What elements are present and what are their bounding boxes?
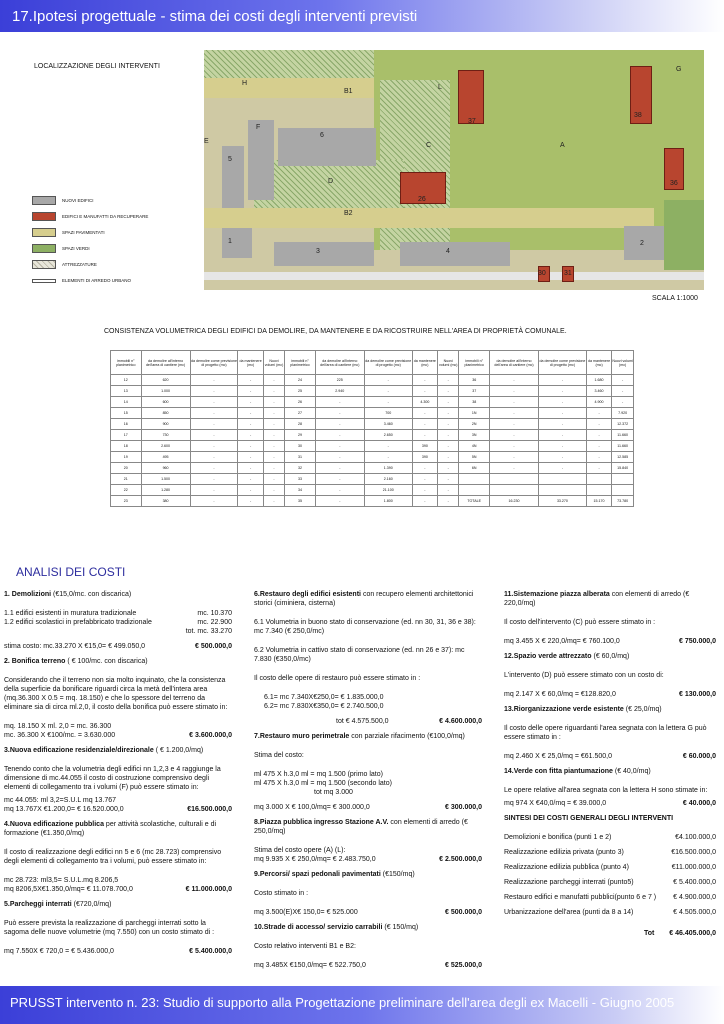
table-cell: 1.680 [586, 375, 611, 386]
table-cell: 380 [141, 496, 190, 507]
volumes-header: da demolire all'interno dell'area di cantiere (mc) [315, 351, 364, 375]
table-cell: - [315, 397, 364, 408]
cost-column-2: 6.Restauro degli edifici esistenti con recupero elementi architettonici storici (ciminiera, cisterna) 6.1 Volumetria in buono stato di conservazione (ed. nn 30, 31, 36 e 38): mc 7.340 (€ 250,0/mc) 6.2 Volumetria in cattivo stato di conservazione (ed. nn 26 e 37): mc 7.830 (€350,0/mc) Il costo delle opere di restauro può essere stimato in : 6.1= mc 7.340X€250,0= € 1.835.000,0 6.2= mc 7.830X€350,0= € 2.740.500,0 tot € 4.575.500,0 € 4.600.000,0 7.Restauro muro perimetrale con parziale rifacimento (€100,0/mq) Stima del costo: ml 475 X h.3,0 ml = mq 1.500 (primo lato) ml 475 X h.3,0 ml = mq 1.500 (secondo lato) tot mq 3.000 mq 3.000 X € 100,0/mq= € 300.000,0 € 300.000,0 8.Piazza pubblica ingresso Stazione A.V. con elementi di arredo (€ 250,0/mq) Stima del costo opere (A) (L): mq 9.935 X € 250,0/mq= € 2.483.750,0 € 2.500.000,0 9.Percorsi/ spazi pedonali pavimentati (€150/mq) Costo stimato in : mq 3.500(E)X€ 150,0= € 525.000 € 500.000,0 10.Strade di accesso/ servizio carrabili (€ 150/mq) Costo relativo interventi B1 e B2: mq 3.485X €150,0/mq= € 522.750,0 € 525.000,0 [254, 591, 482, 969]
table-cell: - [539, 386, 587, 397]
table-cell: - [412, 474, 437, 485]
table-cell: - [238, 397, 263, 408]
table-cell: - [238, 463, 263, 474]
table-cell: 35 [285, 496, 316, 507]
table-cell: - [315, 496, 364, 507]
table-cell: 3N [459, 430, 490, 441]
table-row [111, 485, 634, 496]
table-row [111, 386, 634, 397]
table-cell: 850 [141, 408, 190, 419]
table-cell: 12 [111, 375, 142, 386]
table-cell: - [489, 463, 538, 474]
street-edge [204, 272, 704, 280]
label-f: F [256, 124, 261, 131]
table-cell: 28 [285, 419, 316, 430]
table-cell: 16 [111, 419, 142, 430]
table-cell: 2.160 [364, 474, 412, 485]
table-cell: - [412, 408, 437, 419]
table-cell: 390 [412, 452, 437, 463]
table-cell: 11.660 [612, 441, 634, 452]
table-cell: - [315, 408, 364, 419]
table-cell: - [539, 452, 587, 463]
table-cell: 38 [459, 397, 490, 408]
volumes-header: immobili n° planimetrico [459, 351, 490, 375]
label-36: 36 [670, 180, 678, 187]
volumes-header: immobili n° planimetrico [285, 351, 316, 375]
zone-d [254, 160, 404, 210]
table-row [111, 474, 634, 485]
table-cell: 22 [111, 485, 142, 496]
table-cell: 23 [111, 496, 142, 507]
building-2 [624, 226, 664, 260]
table-cell [459, 474, 490, 485]
table-cell: 29 [285, 430, 316, 441]
summary-item: Restauro edifici e manufatti pubblici(punto 6 e 7 ) € 4.900.000,0 [504, 894, 716, 901]
table-cell: - [238, 452, 263, 463]
table-cell: - [489, 419, 538, 430]
legend-item: NUOVI EDIFICI [32, 196, 202, 206]
building-e-left [248, 120, 274, 200]
table-cell: 390 [412, 441, 437, 452]
table-cell: - [412, 430, 437, 441]
table-row [111, 408, 634, 419]
table-cell: 1.800 [364, 496, 412, 507]
table-cell: - [190, 375, 238, 386]
table-cell: - [539, 397, 587, 408]
summary-item: Realizzazione edilizia pubblica (punto 4) €11.000.000,0 [504, 864, 716, 871]
table-cell: 11.660 [612, 430, 634, 441]
table-row [111, 452, 634, 463]
table-cell: 37 [459, 386, 490, 397]
volumes-header: da mantenere (mc) [586, 351, 611, 375]
label-31: 31 [564, 270, 572, 277]
table-cell: - [438, 375, 459, 386]
table-row [111, 419, 634, 430]
volumes-header: da demolire all'interno dell'area di cantiere (mc) [141, 351, 190, 375]
label-26: 26 [418, 196, 426, 203]
table-cell: - [489, 408, 538, 419]
table-cell: - [586, 441, 611, 452]
table-cell: - [263, 474, 284, 485]
table-row [111, 375, 634, 386]
table-cell: - [586, 463, 611, 474]
label-c: C [426, 142, 432, 149]
table-cell [612, 474, 634, 485]
table-cell: - [438, 452, 459, 463]
table-cell: 16.230 [489, 496, 538, 507]
volumes-header: da mantenere (mc) [238, 351, 263, 375]
table-cell: - [190, 485, 238, 496]
table-cell: 2.650 [364, 430, 412, 441]
footer-title: PRUSST intervento n. 23: Studio di supporto alla Progettazione preliminare dell'area degli ex Macelli - Giugno 2005 [10, 995, 675, 1010]
table-cell: - [238, 496, 263, 507]
table-cell [489, 474, 538, 485]
legend-item: EDIFICI E MANUFATTI DA RECUPERARE [32, 212, 202, 222]
table-cell: - [263, 419, 284, 430]
table-cell: 14 [111, 397, 142, 408]
table-cell: - [364, 375, 412, 386]
table-cell: - [238, 375, 263, 386]
table-cell: - [438, 419, 459, 430]
table-cell: - [412, 386, 437, 397]
legend-item: ATTREZZATURE [32, 260, 202, 270]
cost-column-3: 11.Sistemazione piazza alberata con elementi di arredo (€ 220,0/mq) Il costo dell'intervento (C) può essere stimato in : mq 3.455 X € 220,0/mq= € 760.100,0 € 750.000,0 12.Spazio verde attrezzato (€ 60,0/mq) L'intervento (D) può essere stimato con un costo di: mq 2.147 X € 60,0/mq = €128.820,0 € 130.000,0 13.Riorganizzazione verde esistente (€ 25,0/mq) Il costo delle opere riguardanti l'area segnata con la lettera G può essere stimato in : mq 2.460 X € 25,0/mq = €61.500,0 € 60.000,0 14.Verde con fitta piantumazione (€ 40,0/mq) Le opere relative all'area segnata con la lettera H sono stimate in: mq 974 X €40,0/mq = € 39.000,0 € 40.000,0 SINTESI DEI COSTI GENERALI DEGLI INTERVENTI Demolizioni e bonifica (punti 1 e 2) €4.100.000,0 Realizzazione edilizia privata (punto 3) €16.500.000,0 Realizzazione edilizia pubblica (punto 4) €11.000.000,0 Realizzazione parcheggi interrati (punto5) € 5.400.000,0 Restauro edifici e manufatti pubblici(punto 6 e 7 ) € 4.900.000,0 Urbanizzazione dell'area (punti da 8 a 14) € 4.505.000,0 Tot € 46.405.000,0 [504, 591, 716, 937]
summary-item: Demolizioni e bonifica (punti 1 e 2) €4.100.000,0 [504, 834, 716, 841]
table-cell: 4N [459, 441, 490, 452]
table-cell: - [489, 452, 538, 463]
zone-g-bottom [664, 200, 704, 270]
table-cell: 225 [315, 375, 364, 386]
table-cell: - [412, 375, 437, 386]
table-cell: - [438, 463, 459, 474]
table-cell [612, 485, 634, 496]
table-cell: - [539, 463, 587, 474]
table-cell: TOTALE [459, 496, 490, 507]
table-cell: 12.372 [612, 419, 634, 430]
label-4: 4 [446, 248, 450, 255]
volumes-header: da demolire come previsione di progetto (mc) [190, 351, 238, 375]
table-cell: - [263, 408, 284, 419]
table-cell: - [438, 397, 459, 408]
table-cell: - [489, 375, 538, 386]
table-row [111, 441, 634, 452]
summary-item: Realizzazione parcheggi interrati (punto5) € 5.400.000,0 [504, 879, 716, 886]
table-cell: - [586, 452, 611, 463]
cost-column-1: 1. Demolizioni (€15,0/mc. con discarica) 1.1 edifici esistenti in muratura tradizionale mc. 10.370 1.2 edifici scolastici in prefabbricato tradizionale mc. 22.900 tot. mc. 33.270 stima costo: mc.33.270 X €15,0= € 499.050,0 € 500.000,0 2. Bonifica terreno ( € 100/mc. con discarica) Considerando che il terreno non sia molto inquinato, che la consistenza della superficie da bonificare riguardi circa la metà dell'intera area (mq.36.300 X 0.5 = mq. 18.150) e che lo spessore del terreno da eliminare sia di circa ml.2,0, il costo della bonifica può essere stimato in: mq. 18.150 X ml. 2,0 = mc. 36.300 mc. 36.300 X €100/mc. = 3.630.000 € 3.600.000,0 3.Nuova edificazione residenziale/direzionale ( € 1.200,0/mq) Tenendo conto che la volumetria degli edifici nn 1,2,3 e 4 raggiunge la dimensione di mc.44.055 il costo di costruzione comprensivo degli elementi di collegamento tra i volumi (F) può essere stimato in: mc 44.055: ml 3,2=S.U.L mq 13.767 mq 13.767X €1.200,0= € 16.520.000,0 €16.500.000,0 4.Nuova edificazione pubblica per attività scolastiche, culturali e di formazione (€1.350,0/mq) Il costo di realizzazione degli edifici nn 5 e 6 (mc 28.723) comprensivo degli elementi di collegamento tra i volumi, può essere stimato in: mc 28.723: ml3,5= S.U.L.mq 8.206,5 mq 8206,5X€1.350,0/mq= € 11.078.700,0 € 11.000.000,0 5.Parcheggi interrati (€720,0/mq) Può essere prevista la realizzazione di parcheggi interrati sotto la sagoma delle nuove volumetrie (mq 7.550) con un costo stimato di : mq 7.550X € 720,0 = € 5.436.000,0 € 5.400.000,0 [4, 591, 232, 955]
table-cell: - [539, 441, 587, 452]
building-4 [400, 242, 510, 266]
building-1 [222, 228, 252, 258]
table-cell: 26 [285, 397, 316, 408]
table-cell: - [438, 408, 459, 419]
table-cell: 7.920 [612, 408, 634, 419]
costs-title: ANALISI DEI COSTI [16, 565, 126, 579]
map-title: LOCALIZZAZIONE DEGLI INTERVENTI [34, 63, 160, 70]
table-cell: - [263, 386, 284, 397]
volumes-header: da demolire come previsione di progetto (mc) [539, 351, 587, 375]
label-l: L [438, 84, 442, 91]
table-cell: 730 [141, 430, 190, 441]
table-cell: - [238, 430, 263, 441]
volumes-header: Nuovi volumi (mc) [438, 351, 459, 375]
header-bar [0, 0, 724, 32]
table-cell: 620 [141, 375, 190, 386]
summary-list [504, 833, 716, 917]
table-cell: 21 [111, 474, 142, 485]
volumes-title: CONSISTENZA VOLUMETRICA DEGLI EDIFICI DA DEMOLIRE, DA MANTENERE E DA RICOSTRUIRE NELL'AREA DI PROPRIETÀ COMUNALE. [104, 328, 567, 335]
table-cell: - [315, 474, 364, 485]
table-cell: 1.280 [141, 485, 190, 496]
table-cell: - [263, 496, 284, 507]
table-cell: - [263, 430, 284, 441]
table-cell: - [438, 485, 459, 496]
table-cell: 36 [459, 375, 490, 386]
table-cell: - [315, 441, 364, 452]
label-5: 5 [228, 156, 232, 163]
table-cell: 2N [459, 419, 490, 430]
table-cell: - [263, 485, 284, 496]
table-cell: 700 [364, 408, 412, 419]
label-b2: B2 [344, 210, 353, 217]
volumes-header: Nuovi volumi (mc) [612, 351, 634, 375]
volumes-header: da mantenere (mc) [412, 351, 437, 375]
building-5 [222, 146, 244, 208]
label-3: 3 [316, 248, 320, 255]
table-cell: - [364, 386, 412, 397]
table-cell: 900 [141, 419, 190, 430]
table-cell: 12.585 [612, 452, 634, 463]
table-cell: 17 [111, 430, 142, 441]
table-cell: - [190, 430, 238, 441]
table-cell: 1.500 [141, 474, 190, 485]
label-6: 6 [320, 132, 324, 139]
label-b1: B1 [344, 88, 353, 95]
table-cell: 73.780 [612, 496, 634, 507]
page-title: 17.Ipotesi progettuale - stima dei costi degli interventi previsti [12, 8, 418, 25]
table-row [111, 430, 634, 441]
table-cell: 6N [459, 463, 490, 474]
table-cell [489, 485, 538, 496]
table-cell: - [238, 441, 263, 452]
table-cell: 4.300 [412, 397, 437, 408]
legend-item: ELEMENTI DI ARREDO URBANO [32, 276, 202, 286]
summary-item: Realizzazione edilizia privata (punto 3) €16.500.000,0 [504, 849, 716, 856]
table-row [111, 463, 634, 474]
table-cell: - [190, 397, 238, 408]
table-cell: 1N [459, 408, 490, 419]
table-cell: 5N [459, 452, 490, 463]
volumes-header: da demolire all'interno dell'area di cantiere (mc) [489, 351, 538, 375]
table-cell: - [238, 474, 263, 485]
table-cell: 33 [285, 474, 316, 485]
table-cell: 19 [111, 452, 142, 463]
table-cell: - [412, 419, 437, 430]
table-cell: 20 [111, 463, 142, 474]
table-cell: - [438, 474, 459, 485]
table-cell: - [438, 430, 459, 441]
table-cell: 3.460 [586, 386, 611, 397]
table-cell: 21.100 [364, 485, 412, 496]
map-scale: SCALA 1:1000 [652, 295, 698, 302]
table-cell: - [263, 441, 284, 452]
table-cell: - [263, 375, 284, 386]
label-a: A [560, 142, 565, 149]
table-cell: - [364, 397, 412, 408]
table-cell: 33.270 [539, 496, 587, 507]
table-cell: - [190, 452, 238, 463]
table-cell: - [612, 375, 634, 386]
table-cell: - [489, 430, 538, 441]
table-cell: 13 [111, 386, 142, 397]
table-cell: - [238, 386, 263, 397]
table-cell: - [190, 463, 238, 474]
table-cell: 960 [141, 463, 190, 474]
label-38: 38 [634, 112, 642, 119]
table-cell: - [238, 485, 263, 496]
table-cell: 30 [285, 441, 316, 452]
table-cell: - [586, 419, 611, 430]
label-g: G [676, 66, 682, 73]
building-3 [274, 242, 374, 266]
table-cell [459, 485, 490, 496]
table-cell: - [412, 463, 437, 474]
table-cell: - [612, 397, 634, 408]
table-cell: - [364, 441, 412, 452]
table-cell: 25 [285, 386, 316, 397]
table-cell: 34 [285, 485, 316, 496]
table-cell: 15.840 [612, 463, 634, 474]
table-cell: - [190, 474, 238, 485]
table-cell: 600 [141, 397, 190, 408]
table-cell: - [190, 441, 238, 452]
table-cell: 1.000 [141, 386, 190, 397]
table-cell: - [489, 397, 538, 408]
table-cell [539, 485, 587, 496]
building-37 [458, 70, 484, 124]
table-cell: 27 [285, 408, 316, 419]
legend-item: SPAZI VERDI [32, 244, 202, 254]
label-1: 1 [228, 238, 232, 245]
table-cell: - [438, 386, 459, 397]
table-cell: 24 [285, 375, 316, 386]
table-cell: - [263, 397, 284, 408]
table-cell [586, 474, 611, 485]
table-cell: 3.460 [364, 419, 412, 430]
table-cell: - [315, 452, 364, 463]
table-cell: - [263, 452, 284, 463]
label-d: D [328, 178, 334, 185]
table-cell: - [539, 408, 587, 419]
summary-item: Urbanizzazione dell'area (punti da 8 a 14) € 4.505.000,0 [504, 909, 716, 916]
table-cell: 2.940 [315, 386, 364, 397]
site-plan [204, 50, 704, 290]
table-cell: - [539, 375, 587, 386]
table-cell: - [438, 496, 459, 507]
table-row [111, 397, 634, 408]
building-6 [278, 128, 376, 166]
footer-bar [0, 986, 724, 1024]
label-h: H [242, 80, 248, 87]
road-b2 [204, 208, 654, 228]
table-cell: 18 [111, 441, 142, 452]
table-cell: - [412, 496, 437, 507]
volumes-header: immobili n° planimetrico [111, 351, 142, 375]
table-cell: 31 [285, 452, 316, 463]
label-e: E [204, 138, 209, 145]
table-cell: - [412, 485, 437, 496]
volumes-header: Nuovi volumi (mc) [263, 351, 284, 375]
table-cell [586, 485, 611, 496]
table-cell: - [489, 441, 538, 452]
table-cell: - [238, 408, 263, 419]
volumes-header: da demolire come previsione di progetto (mc) [364, 351, 412, 375]
table-cell: - [586, 408, 611, 419]
table-cell: - [190, 408, 238, 419]
table-cell: 2.600 [141, 441, 190, 452]
table-cell: - [263, 463, 284, 474]
table-cell: 4.900 [586, 397, 611, 408]
table-cell: - [364, 452, 412, 463]
table-cell: - [539, 430, 587, 441]
table-cell: - [586, 430, 611, 441]
table-cell: - [315, 430, 364, 441]
table-cell: - [190, 419, 238, 430]
table-cell: - [190, 386, 238, 397]
table-cell: 15.170 [586, 496, 611, 507]
table-cell [539, 474, 587, 485]
table-cell: - [438, 441, 459, 452]
table-cell: - [315, 485, 364, 496]
label-2: 2 [640, 240, 644, 247]
table-cell: 15 [111, 408, 142, 419]
table-cell: 32 [285, 463, 316, 474]
legend-item: SPAZI PAVIMENTATI [32, 228, 202, 238]
table-cell: - [489, 386, 538, 397]
table-cell: - [315, 419, 364, 430]
table-cell: - [315, 463, 364, 474]
table-cell: 1.390 [364, 463, 412, 474]
volumes-table [110, 350, 634, 507]
table-cell: - [190, 496, 238, 507]
label-37: 37 [468, 118, 476, 125]
table-cell: - [238, 419, 263, 430]
table-cell: 495 [141, 452, 190, 463]
table-cell: - [539, 419, 587, 430]
label-30: 30 [538, 270, 546, 277]
table-row [111, 496, 634, 507]
table-cell: - [612, 386, 634, 397]
